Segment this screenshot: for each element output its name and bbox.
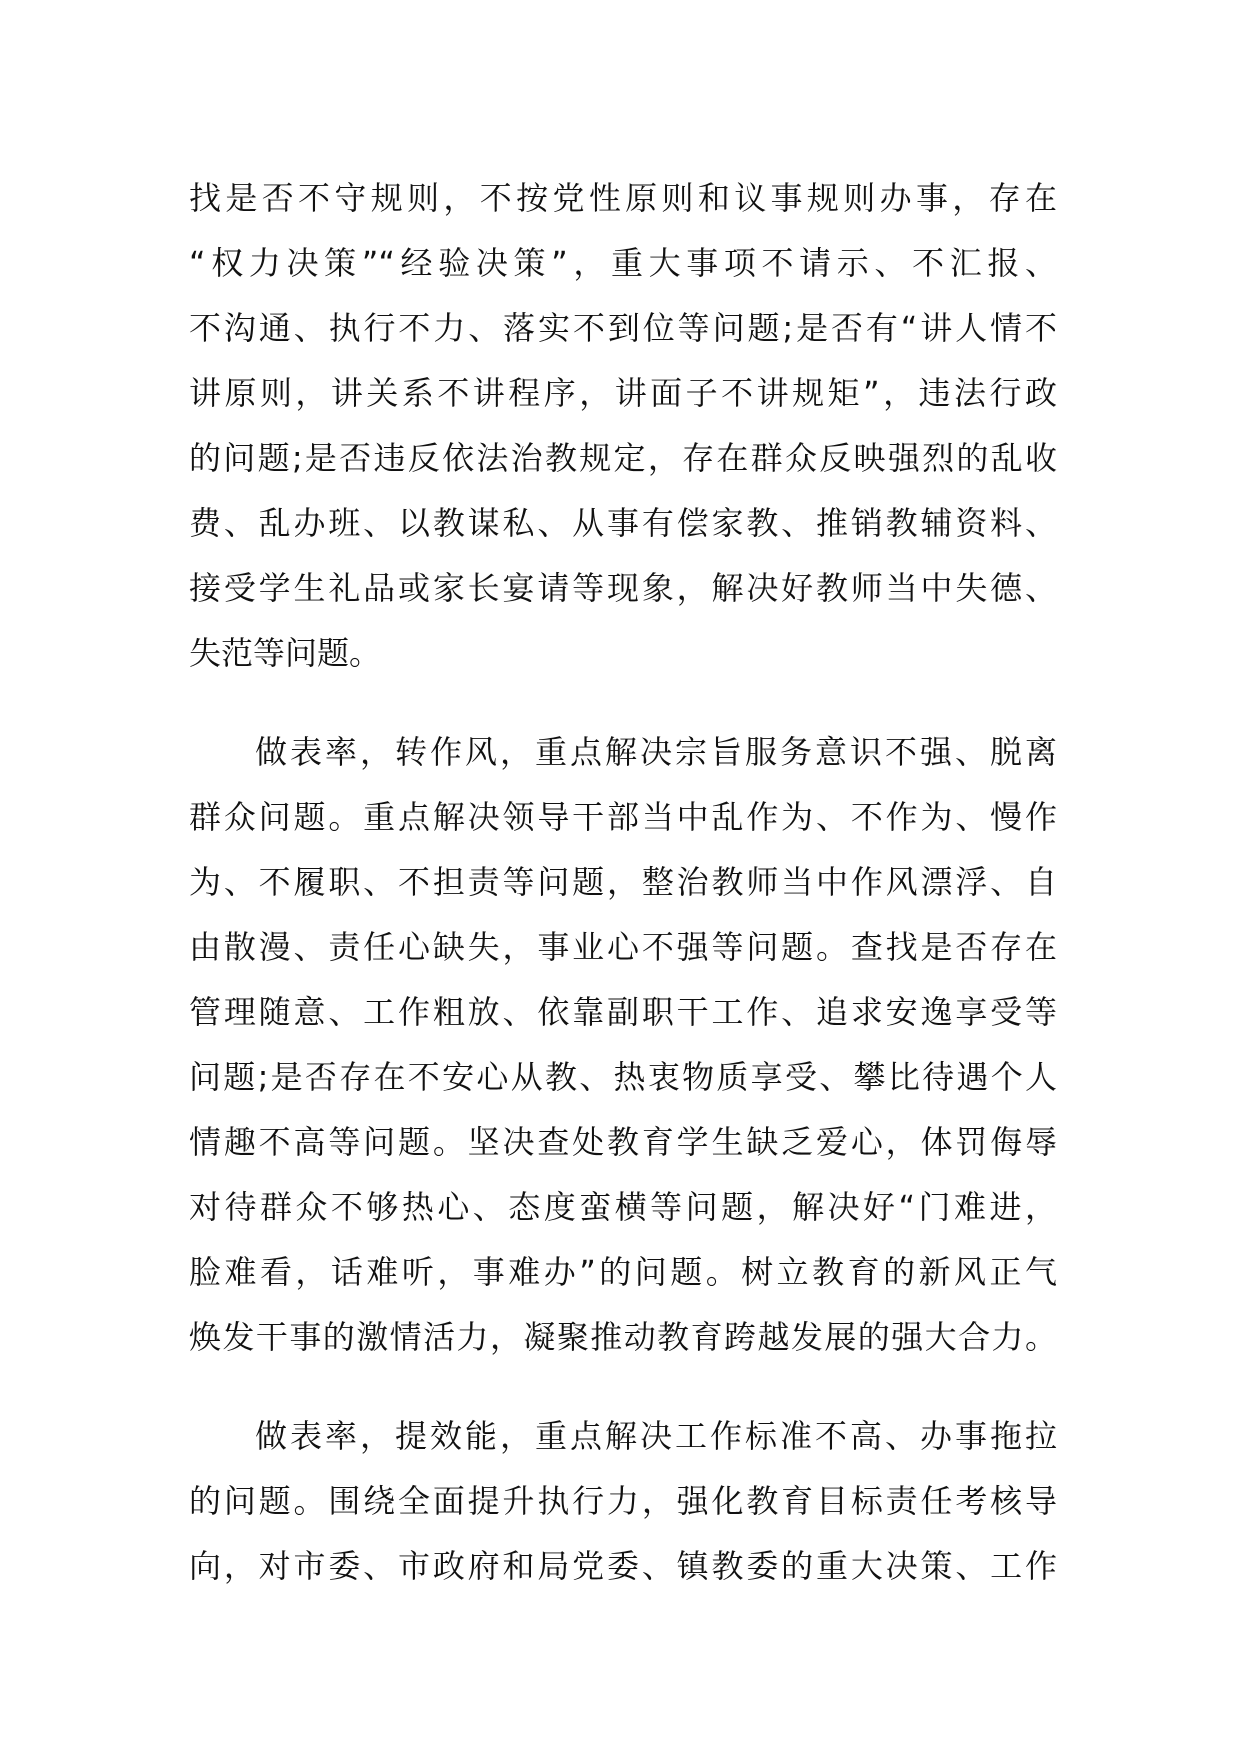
text-line: “权力决策”“经验决策”，重大事项不请示、不汇报、 [189,244,1057,282]
text-line: 找是否不守规则，不按党性原则和议事规则办事，存在 [189,179,1057,217]
text-line: 问题;是否存在不安心从教、热衷物质享受、攀比待遇个人 [189,1058,1057,1096]
text-line: 失范等问题。 [189,634,382,672]
paragraph-spacer [189,1370,1057,1404]
text-line: 的问题。围绕全面提升执行力，强化教育目标责任考核导 [189,1482,1057,1520]
text-line: 不沟通、执行不力、落实不到位等问题;是否有“讲人情不 [189,309,1057,347]
text-line: 的问题;是否违反依法治教规定，存在群众反映强烈的乱收 [189,439,1057,477]
document-body [189,166,1057,1599]
text-line: 群众问题。重点解决领导干部当中乱作为、不作为、慢作 [189,798,1057,836]
text-line: 接受学生礼品或家长宴请等现象，解决好教师当中失德、 [189,569,1057,607]
text-line: 焕发干事的激情活力，凝聚推动教育跨越发展的强大合力。 [189,1318,1057,1356]
text-line: 费、乱办班、以教谋私、从事有偿家教、推销教辅资料、 [189,504,1057,542]
text-line: 由散漫、责任心缺失，事业心不强等问题。查找是否存在 [189,928,1057,966]
text-line: 脸难看，话难听，事难办”的问题。树立教育的新风正气 [189,1253,1057,1291]
text-line: 做表率，提效能，重点解决工作标准不高、办事拖拉 [255,1417,1057,1455]
text-line: 对待群众不够热心、态度蛮横等问题，解决好“门难进， [189,1188,1057,1226]
text-line: 做表率，转作风，重点解决宗旨服务意识不强、脱离 [255,733,1057,771]
paragraph-2 [189,720,1057,1370]
text-line: 讲原则，讲关系不讲程序，讲面子不讲规矩”，违法行政 [189,374,1057,412]
text-line: 管理随意、工作粗放、依靠副职干工作、追求安逸享受等 [189,993,1057,1031]
text-line: 向，对市委、市政府和局党委、镇教委的重大决策、工作 [189,1547,1057,1585]
paragraph-spacer [189,686,1057,720]
paragraph-1 [189,166,1057,686]
text-line: 为、不履职、不担责等问题，整治教师当中作风漂浮、自 [189,863,1057,901]
paragraph-3 [189,1404,1057,1599]
text-line: 情趣不高等问题。坚决查处教育学生缺乏爱心，体罚侮辱 [189,1123,1057,1161]
